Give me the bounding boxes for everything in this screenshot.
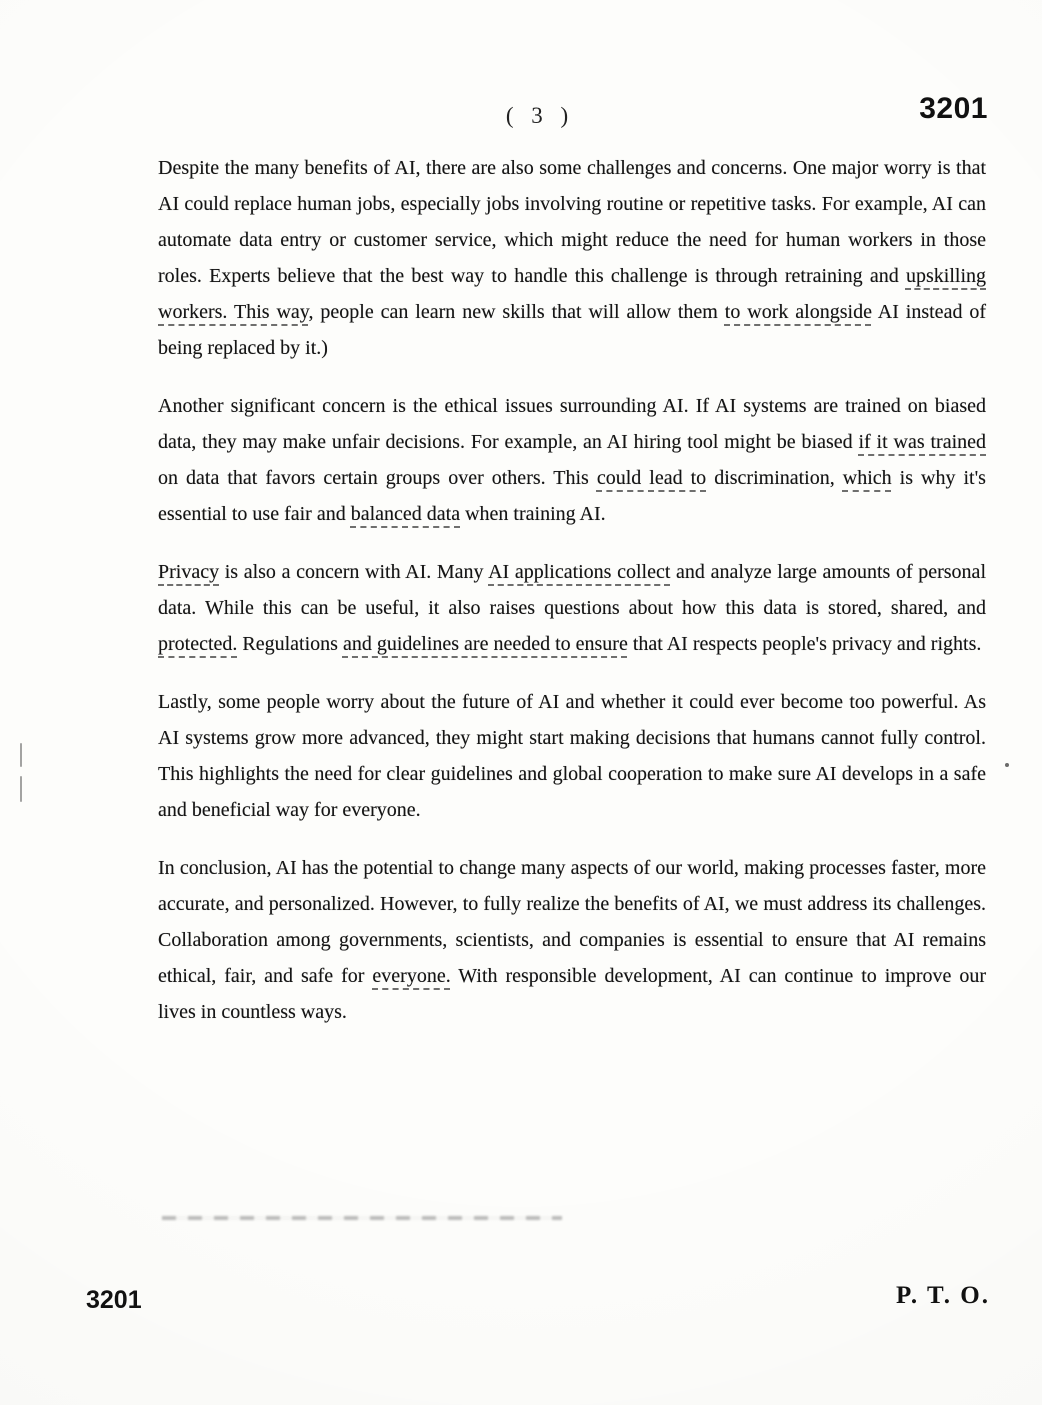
text-run: In conclusion, AI has the potential to change many aspects of our world, making processes faster, more accurate, and personalized. However, to fully realize the benefits of AI, we must address its challenges. Collaboration among governments, scientists, and companies is essential to ensure that AI remains ethical, fair, and safe for	[158, 857, 986, 987]
paragraph	[158, 388, 986, 532]
paragraph	[158, 150, 986, 366]
underlined-text: upskilling workers. This way	[158, 265, 986, 323]
underlined-text: if it was trained	[858, 431, 987, 453]
underlined-text: Privacy	[158, 561, 220, 583]
text-run: that AI respects people's privacy and rights.	[627, 633, 982, 655]
underlined-text: and guidelines are needed to ensure	[342, 633, 628, 655]
underlined-text: everyone.	[372, 965, 451, 987]
stray-ink-dot	[1005, 763, 1009, 767]
underlined-text: AI applications collect	[488, 561, 671, 583]
pto-label: P. T. O.	[895, 1282, 990, 1309]
paper-code-header: 3201	[919, 92, 988, 125]
text-run: and analyze large amounts of personal data. While this can be useful, it also raises questions about how this data is stored, shared, and	[158, 561, 986, 619]
text-run: , people can learn new skills that will allow them	[308, 301, 725, 323]
text-run: is why it's essential to use fair and	[158, 467, 986, 525]
text-run: Despite the many benefits of AI, there are also some challenges and concerns. One major worry is that AI could replace human jobs, especially jobs involving routine or repetitive tasks. For example, AI can automate data entry or customer service, which might reduce the need for human workers in those roles. Experts believe that the best way to handle this challenge is through retraining and	[158, 157, 986, 287]
underlined-text: which	[842, 467, 892, 489]
paragraph	[158, 554, 986, 662]
paragraph	[158, 684, 986, 828]
scan-smudge	[162, 1216, 562, 1220]
paragraph	[158, 850, 986, 1030]
text-run: Regulations	[237, 633, 343, 655]
underlined-text: to work alongside	[724, 301, 872, 323]
text-run: on data that favors certain groups over others. This	[158, 467, 597, 489]
page-number: ( 3 )	[505, 103, 575, 128]
underlined-text: protected.	[158, 633, 238, 655]
margin-pencil-mark	[20, 743, 22, 767]
text-run: With responsible development, AI can continue to improve our lives in countless ways.	[158, 965, 986, 1023]
underlined-text: could lead to	[596, 467, 707, 489]
margin-pencil-mark	[20, 776, 22, 802]
underlined-text: balanced data	[350, 503, 461, 525]
text-run: when training AI.	[460, 503, 606, 525]
paper-code-footer: 3201	[86, 1286, 142, 1314]
text-run: AI instead of being replaced by it.)	[158, 301, 987, 359]
text-run: Lastly, some people worry about the future of AI and whether it could ever become too powerful. As AI systems grow more advanced, they might start making decisions that humans cannot fully control. This highlights the need for clear guidelines and global cooperation to make sure AI develops in a safe and beneficial way for everyone.	[158, 691, 986, 821]
text-run: discrimination,	[706, 467, 843, 489]
document-body	[158, 150, 986, 1052]
text-run: is also a concern with AI. Many	[219, 561, 489, 583]
text-run: Another significant concern is the ethical issues surrounding AI. If AI systems are trained on biased data, they may make unfair decisions. For example, an AI hiring tool might be biased	[158, 395, 986, 453]
